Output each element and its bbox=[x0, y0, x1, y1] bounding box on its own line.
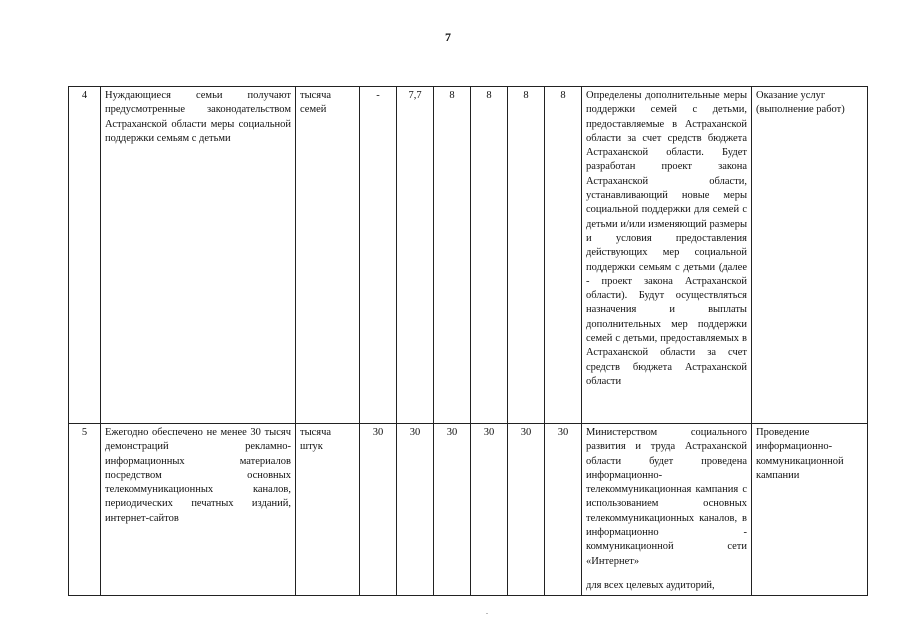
scan-artifact bbox=[486, 613, 488, 614]
row-number: 5 bbox=[69, 424, 101, 596]
type-cell: Оказание услуг (выполнение работ) bbox=[752, 87, 868, 424]
indicators-table bbox=[68, 86, 868, 596]
value-cell: 30 bbox=[545, 424, 582, 596]
page-number: 7 bbox=[445, 30, 451, 44]
value-cell: 8 bbox=[545, 87, 582, 424]
value-cell: 30 bbox=[508, 424, 545, 596]
indicator-text: Ежегодно обеспечено не менее 30 тысяч демонстраций рекламно-информационных материалов посредством основных телекоммуникационных каналов, периодических печатных изданий, интернет-сайтов bbox=[101, 424, 296, 596]
value-cell: - bbox=[360, 87, 397, 424]
value-cell: 30 bbox=[434, 424, 471, 596]
value-cell: 8 bbox=[471, 87, 508, 424]
result-cell bbox=[582, 424, 752, 596]
result-text: Определены дополнительные меры поддержки семей с детьми, предоставляемые в Астраханской области за счет средств бюджета Астраханской области. Будет разработан проект закона Астраханской области, устанавливающий новые меры социальной поддержки для семей с детьми и/или изменяющий размеры и условия предоставления действующих мер социальной поддержки семьям с детьми (далее - проект закона Астраханской области). Будут осуществляться назначения и выплаты дополнительных мер поддержки семей с детьми, предоставляемых в Астраханской области за счет средств бюджета Астраханской области bbox=[582, 87, 752, 424]
row-number: 4 bbox=[69, 87, 101, 424]
value-cell: 30 bbox=[471, 424, 508, 596]
value-cell: 30 bbox=[397, 424, 434, 596]
result-continuation: для всех целевых аудиторий, bbox=[586, 579, 715, 591]
type-cell: Проведение информационно-коммуникационной кампании bbox=[752, 424, 868, 596]
value-cell: 7,7 bbox=[397, 87, 434, 424]
result-text: Министерством социального развития и труда Астраханской области будет проведена информационно-телекоммуникационная кампания с использованием основных телекоммуникационных каналов, в информационно - коммуникационной сети «Интернет» bbox=[586, 427, 747, 567]
unit-cell: тысяча штук bbox=[296, 424, 360, 596]
value-cell: 8 bbox=[434, 87, 471, 424]
value-cell: 30 bbox=[360, 424, 397, 596]
table-row bbox=[69, 424, 868, 596]
table-row bbox=[69, 87, 868, 424]
unit-cell: тысяча семей bbox=[296, 87, 360, 424]
indicator-text: Нуждающиеся семьи получают предусмотренные законодательством Астраханской области меры социальной поддержки семьям с детьми bbox=[101, 87, 296, 424]
value-cell: 8 bbox=[508, 87, 545, 424]
